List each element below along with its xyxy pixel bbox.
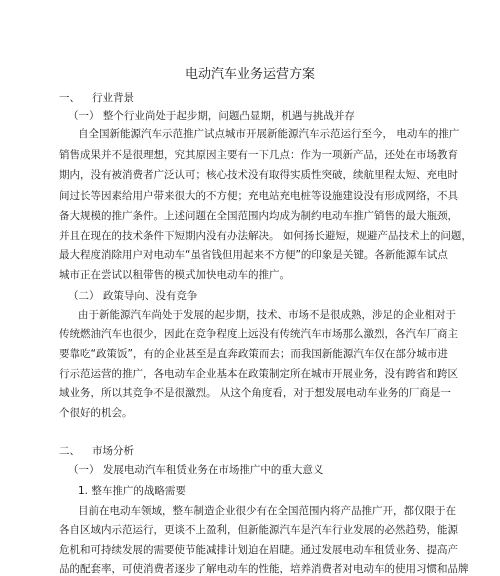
- paragraph-line: 品的配套率，可使消费者逐步了解电动车的性能，培养消费者对电动车的使用习惯和品牌: [59, 563, 469, 575]
- paragraph-line: 危机和可持续发展的需要使节能减排计划迫在眉睫。通过发展电动车租赁业务、提高产: [59, 544, 458, 556]
- section-1-heading: 行业背景: [92, 92, 134, 104]
- paragraph-line: 要靠吃“政策饭”，有的企业甚至是直奔政策而去；而我国新能源汽车仅在部分城市进: [59, 348, 448, 360]
- section-2-number: 二、: [59, 445, 80, 457]
- paragraph-line: 自全国新能源汽车示范推广试点城市开展新能源汽车示范运行至今， 电动车的推广: [78, 128, 460, 140]
- paragraph-line: 个很好的机会。: [59, 407, 133, 419]
- paragraph-line: 城市正在尝试以租带售的模式加快电动车的推广。: [59, 269, 290, 281]
- section-1-number: 一、: [59, 92, 80, 104]
- subsection-1-1-heading: （一） 整个行业尚处于起步期，问题凸显期，机遇与挑战并存: [68, 110, 355, 122]
- subsection-1-2-heading: （二） 政策导向、没有竞争: [68, 290, 198, 302]
- item-2-1-1-heading: 1. 整车推广的战略需要: [78, 485, 186, 497]
- section-2-heading: 市场分析: [92, 445, 134, 457]
- paragraph-line: 各自区域内示范运行，更谈不上盈利，但新能源汽车是汽车行业发展的必然趋势，能源: [59, 524, 458, 536]
- paragraph-line: 间过长等因素给用户带来很大的不方便；充电站充电桩等设施建设没有形成网络，不具: [59, 190, 458, 202]
- subsection-2-1-heading: （一） 发展电动汽车租赁业务在市场推广中的重大意义: [68, 464, 324, 476]
- paragraph-line: 传统燃油汽车也很少，因此在竞争程度上远没有传统汽车市场那么激烈，各汽车厂商主: [59, 328, 458, 340]
- paragraph-line: 目前在电动车领域，整车制造企业很少有在全国范围内将产品推广开，都仅限于在: [78, 505, 456, 517]
- document-title: 电动汽车业务运营方案: [184, 67, 315, 82]
- paragraph-line: 域业务，所以其竞争不是很激烈。 从这个角度看，对于想发展电动车业务的厂商是一: [59, 387, 451, 399]
- paragraph-line: 行示范运营的推广，各电动车企业基本在政策制定所在城市开展业务，没有跨省和跨区: [59, 368, 458, 380]
- paragraph-line: 备大规模的推广条件。上述问题在全国范围内均成为制约电动车推广销售的最大瓶颈，: [59, 210, 458, 222]
- paragraph-line: 并且在现在的技术条件下短期内没有办法解决。 如何扬长避短，规避产品技术上的问题，: [59, 230, 472, 242]
- paragraph-line: 期内，没有被消费者广泛认可；核心技术没有取得实质性突破，续航里程太短、充电时: [59, 169, 458, 181]
- paragraph-line: 最大程度消除用户对电动车“虽省钱但用起来不方便”的印象是关键。各新能源车试点: [59, 249, 448, 261]
- paragraph-line: 销售成果并不是很理想，究其原因主要有一下几点：作为一项新产品，还处在市场教育: [59, 149, 458, 161]
- paragraph-line: 由于新能源汽车尚处于发展的起步期，技术、市场不是很成熟，涉足的企业相对于: [78, 309, 456, 321]
